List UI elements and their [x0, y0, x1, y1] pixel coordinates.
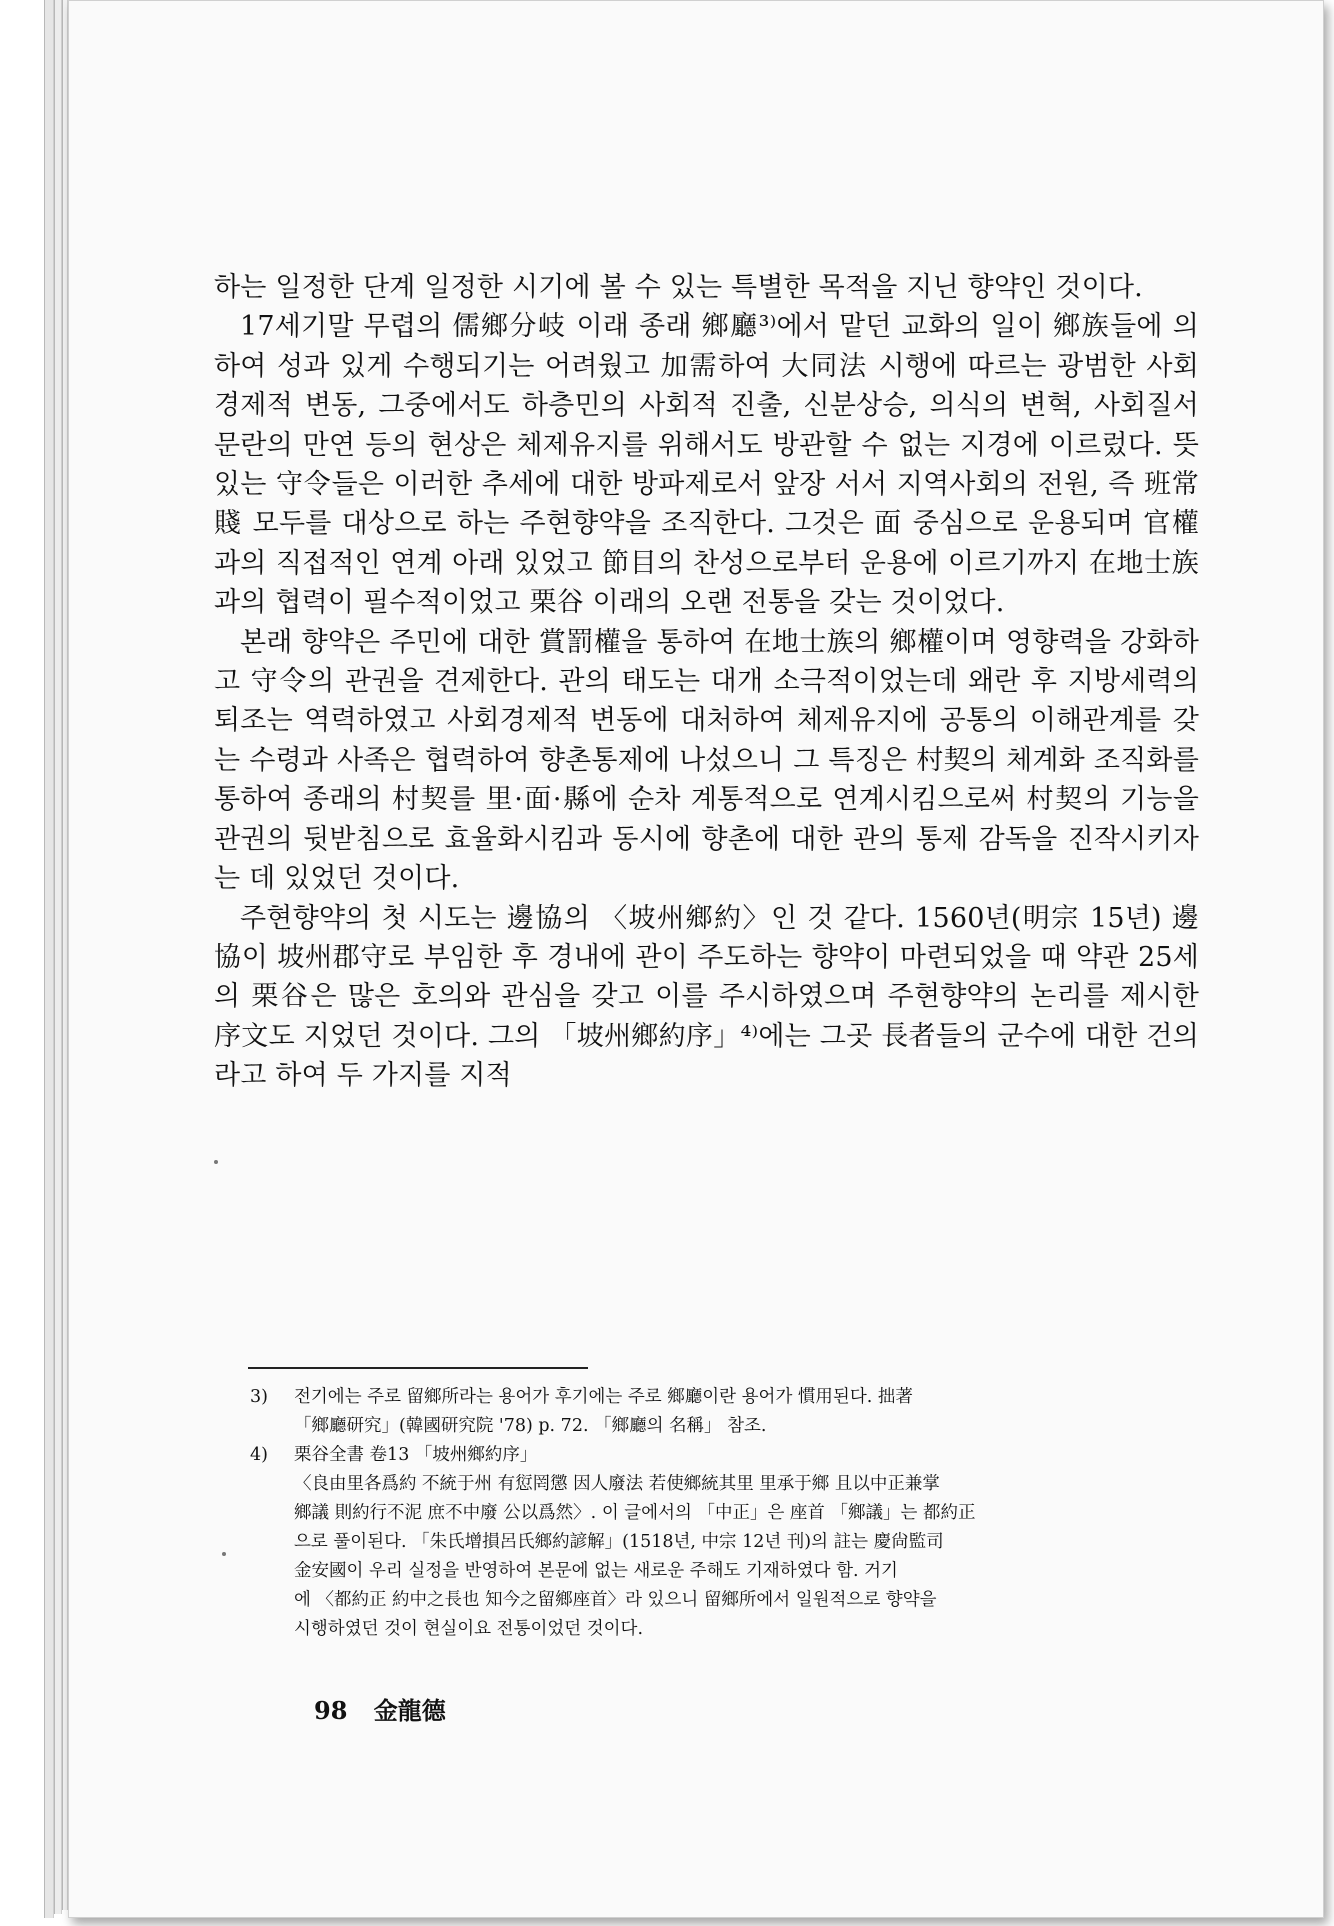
footnote-line: 「鄉廳研究」(韓國研究院 '78) p. 72. 「鄉廳의 名稱」 참조. [294, 1416, 767, 1436]
footnotes [250, 1383, 1200, 1644]
footnote-line: 鄉議 則約行不泥 庶不中廢 公以爲然〉. 이 글에서의 「中正」은 座首 「鄉議」는 都約正 [294, 1503, 976, 1523]
footnote-line: 金安國이 우리 실정을 반영하여 본문에 없는 새로운 주해도 기재하였다 함. 거기 [294, 1561, 898, 1581]
paragraph: 본래 향약은 주민에 대한 賞罰權을 통하여 在地士族의 鄉權이며 영향력을 강화하고 守令의 관권을 견제한다. 관의 태도는 대개 소극적이었는데 왜란 후 지방세력의 퇴조는 역력하였고 사회경제적 변동에 대처하여 체제유지에 공통의 이해관계를 갖는 수령과 사족은 협력하여 향촌통제에 나섰으니 그 특징은 村契의 체계화 조직화를 통하여 종래의 村契를 里·面·縣에 순차 계통적으로 연계시킴으로써 村契의 기능을 관권의 뒷받침으로 효율화시킴과 동시에 향촌에 대한 관의 통제 감독을 진작시키자는 데 있었던 것이다. [214, 626, 1199, 895]
scan-speck [222, 1552, 226, 1556]
author-name: 金龍德 [373, 1696, 446, 1725]
scan-speck [214, 1160, 218, 1164]
footnote-number: 3) [250, 1387, 268, 1407]
footnote-line: 시행하였던 것이 현실이요 전통이었던 것이다. [294, 1619, 644, 1639]
footnote-number: 4) [250, 1445, 268, 1465]
footnote-line: 栗谷全書 卷13 「坡州鄉約序」 [294, 1445, 538, 1465]
footnote-text [294, 1441, 1200, 1644]
footnote-line: 〈良由里各爲約 不統于州 有愆罔懲 因人廢法 若使鄉統其里 里承于鄉 且以中正兼掌 [294, 1474, 940, 1494]
footnote [250, 1383, 1200, 1441]
footnote-line: 전기에는 주로 留鄉所라는 용어가 후기에는 주로 鄉廳이란 용어가 慣用된다. 拙著 [294, 1387, 913, 1407]
paragraph: 17세기말 무렵의 儒鄉分岐 이래 종래 鄉廳³⁾에서 맡던 교화의 일이 鄉族들에 의하여 성과 있게 수행되기는 어려웠고 加需하여 大同法 시행에 따르는 광범한 사회경제적 변동, 그중에서도 하층민의 사회적 진출, 신분상승, 의식의 변혁, 사회질서 문란의 만연 등의 현상은 체제유지를 위해서도 방관할 수 없는 지경에 이르렀다. 뜻있는 守令들은 이러한 추세에 대한 방파제로서 앞장 서서 지역사회의 전원, 즉 班常賤 모두를 대상으로 하는 주현향약을 조직한다. 그것은 面 중심으로 운용되며 官權과의 직접적인 연계 아래 있었고 節目의 찬성으로부터 운용에 이르기까지 在地士族과의 협력이 필수적이었고 栗谷 이래의 오랜 전통을 갖는 것이었다. [214, 311, 1199, 619]
main-text [214, 268, 1199, 1096]
paragraph: 하는 일정한 단계 일정한 시기에 볼 수 있는 특별한 목적을 지닌 향약인 것이다. [214, 272, 1143, 303]
footnote-text [294, 1383, 1200, 1441]
page-footer [314, 1691, 446, 1726]
footnote-divider [248, 1367, 588, 1369]
page-edge [54, 0, 62, 1914]
paragraph: 주현향약의 첫 시도는 邊協의 〈坡州鄉約〉인 것 같다. 1560년(明宗 15년) 邊協이 坡州郡守로 부임한 후 경내에 관이 주도하는 향약이 마련되었을 때 약관 25세의 栗谷은 많은 호의와 관심을 갖고 이를 주시하였으며 주현향약의 논리를 제시한 序文도 지었던 것이다. 그의 「坡州鄉約序」⁴⁾에는 그곳 長者들의 군수에 대한 건의라고 하여 두 가지를 지적 [214, 902, 1199, 1092]
page-number: 98 [314, 1696, 348, 1725]
footnote-line: 에 〈都約正 約中之長也 知今之留鄉座首〉라 있으니 留鄉所에서 일원적으로 향약을 [294, 1590, 937, 1610]
footnote-line: 으로 풀이된다. 「朱氏增損呂氏鄉約諺解」(1518년, 中宗 12년 刊)의 註는 慶尙監司 [294, 1532, 944, 1552]
page-edge [44, 0, 54, 1918]
footnote [250, 1441, 1200, 1644]
